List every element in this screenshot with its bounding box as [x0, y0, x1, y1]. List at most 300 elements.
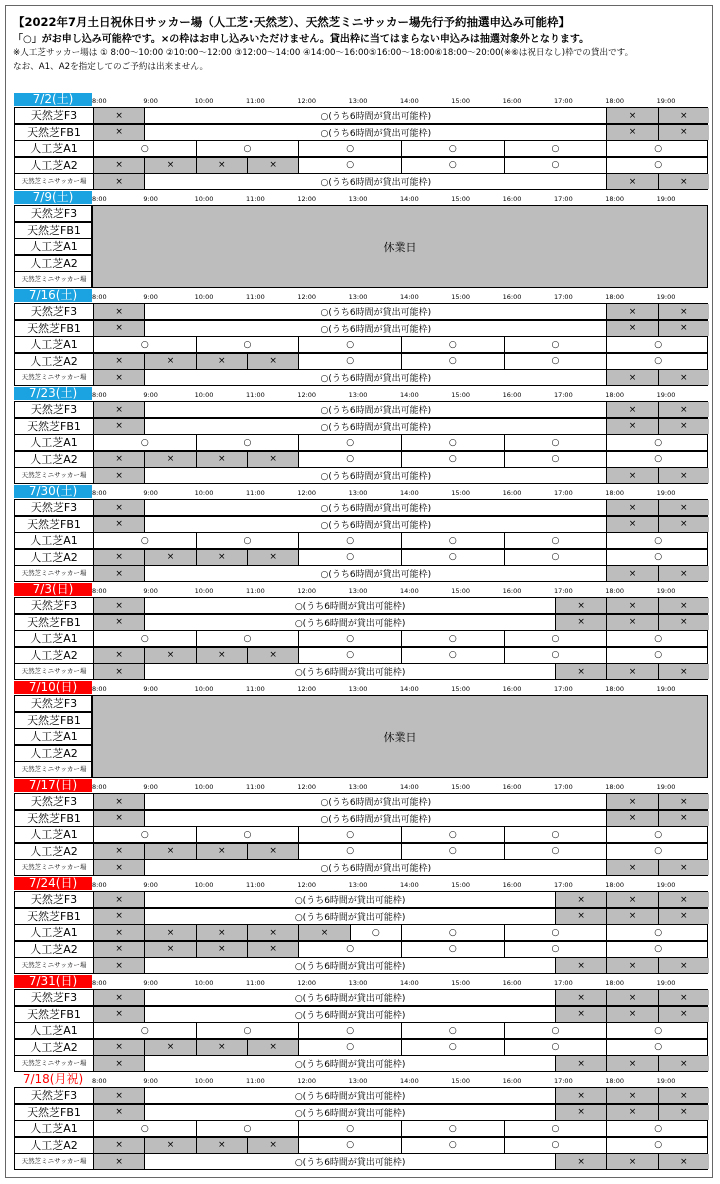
hour-label: 11:00 — [245, 979, 265, 987]
available-slot[interactable]: ○ — [401, 452, 504, 467]
available-slot[interactable]: ○ — [196, 1121, 299, 1136]
available-slot[interactable]: ○ — [504, 631, 607, 646]
field-label: 天然芝F3 — [15, 794, 94, 809]
available-slot[interactable]: ○ — [504, 942, 607, 957]
field-label: 人工芝A1 — [15, 337, 94, 352]
unavailable-slot: × — [93, 500, 144, 515]
field-label: 天然芝FB1 — [27, 713, 81, 727]
unavailable-slot: × — [555, 990, 606, 1005]
available-slot[interactable]: ○ — [606, 1023, 709, 1038]
hour-label: 17:00 — [553, 1077, 573, 1085]
unavailable-slot: × — [298, 925, 349, 940]
hour-label: 15:00 — [451, 587, 471, 595]
available-span-slot[interactable]: ○(うち6時間が貸出可能枠) — [144, 1007, 555, 1022]
hour-label: 8:00 — [92, 391, 107, 399]
hour-label: 12:00 — [297, 685, 317, 693]
available-slot[interactable]: ○ — [504, 1023, 607, 1038]
available-span-slot[interactable]: ○(うち6時間が貸出可能枠) — [144, 811, 606, 826]
field-label: 人工芝A1 — [15, 435, 94, 450]
field-label: 天然芝ミニサッカー場 — [15, 370, 94, 385]
closed-notice: 休業日 — [92, 695, 708, 778]
unavailable-slot: × — [196, 942, 247, 957]
available-slot[interactable]: ○ — [504, 827, 607, 842]
unavailable-slot: × — [247, 844, 298, 859]
available-span-slot[interactable]: ○(うち6時間が貸出可能枠) — [144, 1154, 555, 1169]
available-slot[interactable]: ○ — [606, 648, 709, 663]
hour-label: 19:00 — [656, 1077, 676, 1085]
available-slot[interactable]: ○ — [196, 1023, 299, 1038]
available-span-slot[interactable]: ○(うち6時間が貸出可能枠) — [144, 664, 555, 679]
available-slot[interactable]: ○ — [401, 631, 504, 646]
available-slot[interactable]: ○ — [606, 550, 709, 565]
day-block — [14, 93, 708, 191]
field-label: 天然芝FB1 — [15, 909, 94, 924]
hour-label: 18:00 — [605, 489, 625, 497]
unavailable-slot: × — [658, 108, 709, 123]
unavailable-slot: × — [144, 550, 195, 565]
unavailable-slot: × — [93, 304, 144, 319]
available-span-slot[interactable]: ○(うち6時間が貸出可能枠) — [144, 500, 606, 515]
field-label: 人工芝A2 — [15, 158, 94, 173]
hour-label: 15:00 — [451, 1077, 471, 1085]
available-slot[interactable]: ○ — [504, 925, 607, 940]
unavailable-slot: × — [93, 909, 144, 924]
unavailable-slot: × — [93, 354, 144, 369]
unavailable-slot: × — [247, 925, 298, 940]
unavailable-slot: × — [606, 892, 657, 907]
hour-label: 17:00 — [553, 783, 573, 791]
unavailable-slot: × — [658, 892, 709, 907]
unavailable-slot: × — [144, 925, 195, 940]
field-label: 天然芝FB1 — [27, 223, 81, 237]
hour-label: 11:00 — [245, 489, 265, 497]
available-slot[interactable]: ○ — [504, 550, 607, 565]
hour-label: 10:00 — [194, 783, 214, 791]
unavailable-slot: × — [196, 550, 247, 565]
day-label: 7/23(土) — [14, 387, 92, 400]
day-block — [14, 877, 708, 975]
available-slot[interactable]: ○ — [298, 141, 401, 156]
unavailable-slot: × — [93, 517, 144, 532]
hour-label: 10:00 — [194, 293, 214, 301]
hour-label: 13:00 — [348, 881, 368, 889]
hour-label: 13:00 — [348, 293, 368, 301]
field-row — [14, 565, 708, 582]
unavailable-slot: × — [606, 990, 657, 1005]
unavailable-slot: × — [606, 958, 657, 973]
available-slot[interactable]: ○ — [401, 1138, 504, 1153]
field-row — [14, 695, 92, 712]
field-label: 人工芝A2 — [15, 452, 94, 467]
available-slot[interactable]: ○ — [401, 1040, 504, 1055]
unavailable-slot: × — [658, 1105, 709, 1120]
available-slot[interactable]: ○ — [504, 1138, 607, 1153]
available-span-slot[interactable]: ○(うち6時間が貸出可能枠) — [144, 1088, 555, 1103]
hour-label: 12:00 — [297, 1077, 317, 1085]
available-slot[interactable]: ○ — [606, 942, 709, 957]
available-slot[interactable]: ○ — [606, 1121, 709, 1136]
unavailable-slot: × — [196, 844, 247, 859]
unavailable-slot: × — [606, 566, 657, 581]
unavailable-slot: × — [606, 125, 657, 140]
available-slot[interactable]: ○ — [93, 1023, 196, 1038]
available-slot[interactable]: ○ — [504, 648, 607, 663]
hour-label: 8:00 — [92, 881, 107, 889]
available-slot[interactable]: ○ — [606, 1040, 709, 1055]
field-label: 天然芝ミニサッカー場 — [15, 1154, 94, 1169]
available-span-slot[interactable]: ○(うち6時間が貸出可能枠) — [144, 108, 606, 123]
available-slot[interactable]: ○ — [504, 533, 607, 548]
available-slot[interactable]: ○ — [606, 827, 709, 842]
available-slot[interactable]: ○ — [401, 141, 504, 156]
hour-label: 19:00 — [656, 97, 676, 105]
available-slot[interactable]: ○ — [196, 631, 299, 646]
available-slot[interactable]: ○ — [606, 1138, 709, 1153]
available-span-slot[interactable]: ○(うち6時間が貸出可能枠) — [144, 892, 555, 907]
available-span-slot[interactable]: ○(うち6時間が貸出可能枠) — [144, 419, 606, 434]
available-span-slot[interactable]: ○(うち6時間が貸出可能枠) — [144, 598, 555, 613]
available-slot[interactable]: ○ — [298, 337, 401, 352]
unavailable-slot: × — [658, 419, 709, 434]
field-label: 天然芝ミニサッカー場 — [15, 664, 94, 679]
field-label: 人工芝A1 — [15, 533, 94, 548]
available-span-slot[interactable]: ○(うち6時間が貸出可能枠) — [144, 125, 606, 140]
available-slot[interactable]: ○ — [93, 631, 196, 646]
available-slot[interactable]: ○ — [504, 1040, 607, 1055]
hour-label: 14:00 — [399, 195, 419, 203]
hour-label: 18:00 — [605, 979, 625, 987]
available-slot[interactable]: ○ — [196, 337, 299, 352]
unavailable-slot: × — [93, 468, 144, 483]
available-slot[interactable]: ○ — [401, 844, 504, 859]
field-label: 天然芝F3 — [15, 402, 94, 417]
available-slot[interactable]: ○ — [196, 435, 299, 450]
unavailable-slot: × — [93, 892, 144, 907]
available-slot[interactable]: ○ — [401, 337, 504, 352]
unavailable-slot: × — [93, 1154, 144, 1169]
available-slot[interactable]: ○ — [606, 141, 709, 156]
unavailable-slot: × — [658, 370, 709, 385]
available-slot[interactable]: ○ — [298, 354, 401, 369]
hour-label: 9:00 — [143, 1077, 158, 1085]
available-slot[interactable]: ○ — [401, 354, 504, 369]
unavailable-slot: × — [658, 1154, 709, 1169]
available-span-slot[interactable]: ○(うち6時間が貸出可能枠) — [144, 990, 555, 1005]
hour-label: 15:00 — [451, 685, 471, 693]
hour-label: 16:00 — [502, 1077, 522, 1085]
hour-label: 8:00 — [92, 293, 107, 301]
field-row — [14, 418, 708, 435]
unavailable-slot: × — [93, 615, 144, 630]
unavailable-slot: × — [606, 402, 657, 417]
field-label: 天然芝ミニサッカー場 — [15, 566, 94, 581]
unavailable-slot: × — [606, 304, 657, 319]
field-label: 天然芝ミニサッカー場 — [15, 860, 94, 875]
hour-label: 9:00 — [143, 293, 158, 301]
unavailable-slot: × — [658, 860, 709, 875]
hour-label: 11:00 — [245, 881, 265, 889]
available-span-slot[interactable]: ○(うち6時間が貸出可能枠) — [144, 517, 606, 532]
available-slot[interactable]: ○ — [504, 158, 607, 173]
hour-label: 9:00 — [143, 783, 158, 791]
available-slot[interactable]: ○ — [606, 452, 709, 467]
unavailable-slot: × — [247, 158, 298, 173]
available-slot[interactable]: ○ — [401, 533, 504, 548]
unavailable-slot: × — [144, 158, 195, 173]
unavailable-slot: × — [555, 615, 606, 630]
available-span-slot[interactable]: ○(うち6時間が貸出可能枠) — [144, 1105, 555, 1120]
available-span-slot[interactable]: ○(うち6時間が貸出可能枠) — [144, 860, 606, 875]
field-row — [14, 957, 708, 974]
available-span-slot[interactable]: ○(うち6時間が貸出可能枠) — [144, 370, 606, 385]
available-slot[interactable]: ○ — [606, 435, 709, 450]
available-slot[interactable]: ○ — [401, 550, 504, 565]
unavailable-slot: × — [606, 321, 657, 336]
field-row — [14, 1006, 708, 1023]
hour-label: 9:00 — [143, 391, 158, 399]
closed-notice: 休業日 — [92, 205, 708, 288]
available-slot[interactable]: ○ — [298, 648, 401, 663]
available-span-slot[interactable]: ○(うち6時間が貸出可能枠) — [144, 174, 606, 189]
field-row — [14, 647, 708, 664]
available-slot[interactable]: ○ — [401, 1121, 504, 1136]
available-span-slot[interactable]: ○(うち6時間が貸出可能枠) — [144, 615, 555, 630]
field-label: 天然芝ミニサッカー場 — [15, 468, 94, 483]
field-row — [14, 124, 708, 141]
available-slot[interactable]: ○ — [606, 925, 709, 940]
available-slot[interactable]: ○ — [401, 158, 504, 173]
available-slot[interactable]: ○ — [93, 141, 196, 156]
unavailable-slot: × — [196, 648, 247, 663]
available-slot[interactable]: ○ — [298, 533, 401, 548]
available-slot[interactable]: ○ — [298, 435, 401, 450]
field-label: 天然芝F3 — [30, 697, 78, 710]
hour-label: 16:00 — [502, 783, 522, 791]
unavailable-slot: × — [93, 1040, 144, 1055]
hour-label: 15:00 — [451, 293, 471, 301]
hour-label: 14:00 — [399, 97, 419, 105]
available-span-slot[interactable]: ○(うち6時間が貸出可能枠) — [144, 321, 606, 336]
hour-label: 9:00 — [143, 195, 158, 203]
hour-label: 16:00 — [502, 97, 522, 105]
available-slot[interactable]: ○ — [196, 827, 299, 842]
hour-label: 19:00 — [656, 489, 676, 497]
available-slot[interactable]: ○ — [606, 158, 709, 173]
day-label: 7/10(日) — [14, 681, 92, 694]
available-slot[interactable]: ○ — [196, 533, 299, 548]
unavailable-slot: × — [658, 500, 709, 515]
unavailable-slot: × — [93, 125, 144, 140]
hour-label: 19:00 — [656, 195, 676, 203]
field-row — [14, 532, 708, 549]
note-line: ※人工芝サッカー場は ① 8:00～10:00 ②10:00～12:00 ③12:00～14:00 ④14:00～16:00⑤16:00～18:00⑥18:00～20:00(※⑥は祝日なし)枠での貸出です。 — [13, 48, 634, 58]
hour-label: 12:00 — [297, 587, 317, 595]
hour-label: 12:00 — [297, 97, 317, 105]
available-slot[interactable]: ○ — [298, 1138, 401, 1153]
available-span-slot[interactable]: ○(うち6時間が貸出可能枠) — [144, 468, 606, 483]
field-label: 人工芝A1 — [15, 1121, 94, 1136]
available-slot[interactable]: ○ — [504, 844, 607, 859]
field-label: 人工芝A2 — [30, 256, 78, 270]
hour-label: 18:00 — [605, 391, 625, 399]
field-label: 人工芝A1 — [15, 141, 94, 156]
hour-label: 10:00 — [194, 881, 214, 889]
unavailable-slot: × — [606, 500, 657, 515]
field-row — [14, 924, 708, 941]
field-row — [14, 173, 708, 190]
available-slot[interactable]: ○ — [606, 354, 709, 369]
unavailable-slot: × — [247, 354, 298, 369]
available-span-slot[interactable]: ○(うち6時間が貸出可能枠) — [144, 304, 606, 319]
available-slot[interactable]: ○ — [298, 1040, 401, 1055]
unavailable-slot: × — [196, 925, 247, 940]
hour-label: 13:00 — [348, 1077, 368, 1085]
unavailable-slot: × — [555, 1105, 606, 1120]
available-slot[interactable]: ○ — [298, 1121, 401, 1136]
hour-label: 11:00 — [245, 685, 265, 693]
hour-label: 11:00 — [245, 391, 265, 399]
available-slot[interactable]: ○ — [401, 925, 504, 940]
field-row — [14, 1104, 708, 1121]
unavailable-slot: × — [247, 1040, 298, 1055]
available-slot[interactable]: ○ — [298, 844, 401, 859]
available-span-slot[interactable]: ○(うち6時間が貸出可能枠) — [144, 909, 555, 924]
field-label: 天然芝F3 — [15, 108, 94, 123]
unavailable-slot: × — [658, 909, 709, 924]
field-row — [14, 401, 708, 418]
unavailable-slot: × — [93, 1138, 144, 1153]
available-span-slot[interactable]: ○(うち6時間が貸出可能枠) — [144, 958, 555, 973]
available-slot[interactable]: ○ — [93, 337, 196, 352]
hour-label: 8:00 — [92, 1077, 107, 1085]
field-label: 天然芝F3 — [15, 500, 94, 515]
hour-label: 18:00 — [605, 195, 625, 203]
unavailable-slot: × — [93, 452, 144, 467]
available-span-slot[interactable]: ○(うち6時間が貸出可能枠) — [144, 402, 606, 417]
unavailable-slot: × — [606, 468, 657, 483]
field-row — [14, 271, 92, 288]
field-row — [14, 516, 708, 533]
unavailable-slot: × — [606, 664, 657, 679]
hour-label: 18:00 — [605, 685, 625, 693]
unavailable-slot: × — [555, 892, 606, 907]
available-slot[interactable]: ○ — [504, 354, 607, 369]
available-slot[interactable]: ○ — [298, 452, 401, 467]
field-row — [14, 761, 92, 778]
unavailable-slot: × — [606, 419, 657, 434]
available-span-slot[interactable]: ○(うち6時間が貸出可能枠) — [144, 1056, 555, 1071]
hour-label: 16:00 — [502, 979, 522, 987]
field-row — [14, 140, 708, 157]
available-slot[interactable]: ○ — [93, 533, 196, 548]
available-slot[interactable]: ○ — [504, 435, 607, 450]
unavailable-slot: × — [658, 615, 709, 630]
hour-label: 19:00 — [656, 587, 676, 595]
available-slot[interactable]: ○ — [401, 1023, 504, 1038]
hour-label: 14:00 — [399, 881, 419, 889]
hour-label: 8:00 — [92, 979, 107, 987]
field-label: 天然芝FB1 — [15, 1007, 94, 1022]
field-row — [14, 630, 708, 647]
available-slot[interactable]: ○ — [196, 141, 299, 156]
day-block — [14, 387, 708, 485]
available-span-slot[interactable]: ○(うち6時間が貸出可能枠) — [144, 794, 606, 809]
available-slot[interactable]: ○ — [298, 158, 401, 173]
unavailable-slot: × — [658, 517, 709, 532]
unavailable-slot: × — [555, 1056, 606, 1071]
available-slot[interactable]: ○ — [298, 1023, 401, 1038]
available-slot[interactable]: ○ — [401, 827, 504, 842]
hour-label: 15:00 — [451, 979, 471, 987]
hour-label: 13:00 — [348, 587, 368, 595]
unavailable-slot: × — [93, 419, 144, 434]
hour-label: 10:00 — [194, 587, 214, 595]
field-label: 人工芝A2 — [15, 942, 94, 957]
available-slot[interactable]: ○ — [504, 452, 607, 467]
available-slot[interactable]: ○ — [401, 435, 504, 450]
hour-label: 8:00 — [92, 195, 107, 203]
field-label: 天然芝FB1 — [15, 811, 94, 826]
unavailable-slot: × — [93, 925, 144, 940]
available-slot[interactable]: ○ — [401, 942, 504, 957]
day-block — [14, 975, 708, 1073]
available-slot[interactable]: ○ — [504, 141, 607, 156]
available-slot[interactable]: ○ — [93, 435, 196, 450]
hour-label: 11:00 — [245, 97, 265, 105]
available-slot[interactable]: ○ — [401, 648, 504, 663]
field-row — [14, 826, 708, 843]
unavailable-slot: × — [606, 860, 657, 875]
available-slot[interactable]: ○ — [504, 1121, 607, 1136]
hour-label: 11:00 — [245, 293, 265, 301]
hour-label: 14:00 — [399, 293, 419, 301]
field-row — [14, 1153, 708, 1170]
hour-label: 16:00 — [502, 195, 522, 203]
available-slot[interactable]: ○ — [606, 631, 709, 646]
available-slot[interactable]: ○ — [606, 844, 709, 859]
available-slot[interactable]: ○ — [350, 925, 401, 940]
day-block — [14, 1073, 708, 1171]
unavailable-slot: × — [555, 1007, 606, 1022]
field-row — [14, 157, 708, 174]
hour-label: 18:00 — [605, 293, 625, 301]
available-slot[interactable]: ○ — [298, 631, 401, 646]
available-slot[interactable]: ○ — [298, 550, 401, 565]
available-slot[interactable]: ○ — [93, 1121, 196, 1136]
day-label: 7/2(土) — [14, 93, 92, 106]
day-block — [14, 681, 708, 779]
field-label: 人工芝A1 — [30, 730, 78, 743]
available-span-slot[interactable]: ○(うち6時間が貸出可能枠) — [144, 566, 606, 581]
unavailable-slot: × — [144, 648, 195, 663]
available-slot[interactable]: ○ — [504, 337, 607, 352]
available-slot[interactable]: ○ — [606, 337, 709, 352]
unavailable-slot: × — [606, 108, 657, 123]
hour-label: 12:00 — [297, 881, 317, 889]
hour-label: 14:00 — [399, 685, 419, 693]
day-label: 7/18(月祝) — [14, 1073, 92, 1086]
field-row — [14, 107, 708, 124]
available-slot[interactable]: ○ — [298, 827, 401, 842]
unavailable-slot: × — [93, 942, 144, 957]
available-slot[interactable]: ○ — [298, 942, 401, 957]
field-label: 人工芝A2 — [15, 648, 94, 663]
unavailable-slot: × — [658, 1056, 709, 1071]
available-slot[interactable]: ○ — [93, 827, 196, 842]
hour-label: 8:00 — [92, 489, 107, 497]
unavailable-slot: × — [144, 1138, 195, 1153]
available-slot[interactable]: ○ — [606, 533, 709, 548]
